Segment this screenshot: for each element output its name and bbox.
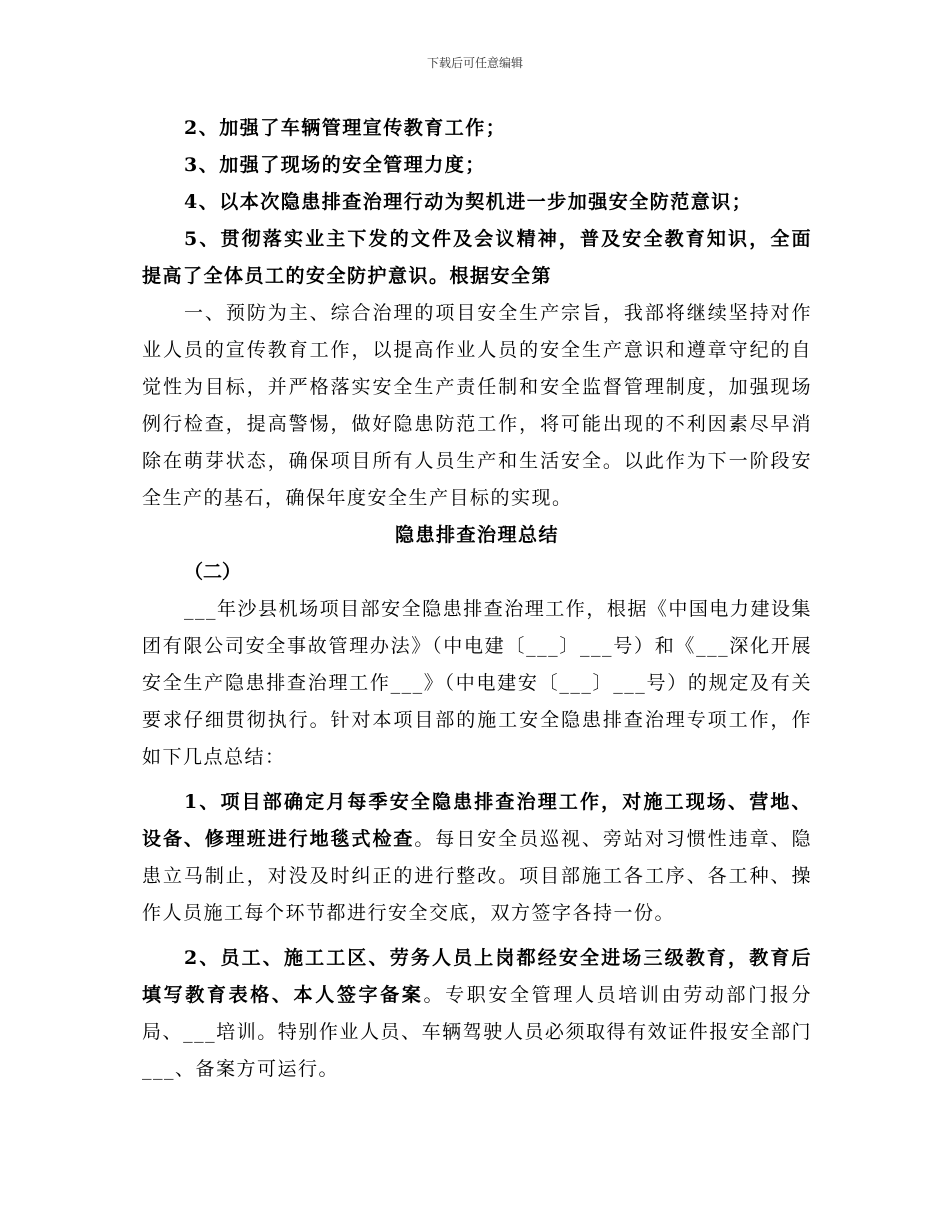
document-body [142,110,812,1088]
item-2: 2、加强了车辆管理宣传教育工作； [184,117,507,139]
point-2-bold: 2、员工、施工工区、劳务人员上岗都经安全进场三级教育，教育后填写教育表格、本人签字备案 [142,947,812,1006]
point-1 [142,784,812,932]
intro-paragraph: ___年沙县机场项目部安全隐患排查治理工作，根据《中国电力建设集团有限公司安全事故管理办法》（中电建〔___〕___号）和《___深化开展安全生产隐患排查治理工作___》（中电建安〔___〕___号）的规定及有关要求仔细贯彻执行。针对本项目部的施工安全隐患排查治理专项工作，作如下几点总结： [142,598,812,768]
item-3: 3、加强了现场的安全管理力度； [184,154,486,176]
point-1-rest: 。每日安全员巡视、旁站对习惯性违章、隐患立马制止，对没及时纠正的进行整改。项目部施工各工序、各工种、操作人员施工每个环节都进行安全交底，双方签字各持一份。 [142,828,812,924]
section-title: 隐患排查治理总结 [394,524,559,546]
section-subtitle: （二） [184,561,242,583]
point-1-bold: 1、项目部确定月每季安全隐患排查治理工作，对施工现场、营地、设备、修理班进行地毯式检查 [142,791,812,850]
point-2-rest: 。专职安全管理人员培训由劳动部门报分局、___培训。特别作业人员、车辆驾驶人员必须取得有效证件报安全部门___、备案方可运行。 [142,984,812,1080]
item-4: 4、以本次隐患排查治理行动为契机进一步加强安全防范意识； [184,191,753,213]
header-note: 下载后可任意编辑 [426,56,523,70]
paragraph-one: 一、预防为主、综合治理的项目安全生产宗旨，我部将继续坚持对作业人员的宣传教育工作，以提高作业人员的安全生产意识和遵章守纪的自觉性为目标，并严格落实安全生产责任制和安全监督管理制度，加强现场例行检查，提高警惕，做好隐患防范工作，将可能出现的不利因素尽早消除在萌芽状态，确保项目所有人员生产和生活安全。以此作为下一阶段安全生产的基石，确保年度安全生产目标的实现。 [142,302,812,509]
item-5: 5、贯彻落实业主下发的文件及会议精神，普及安全教育知识，全面提高了全体员工的安全防护意识。根据安全第 [142,228,812,287]
point-2 [142,940,812,1088]
